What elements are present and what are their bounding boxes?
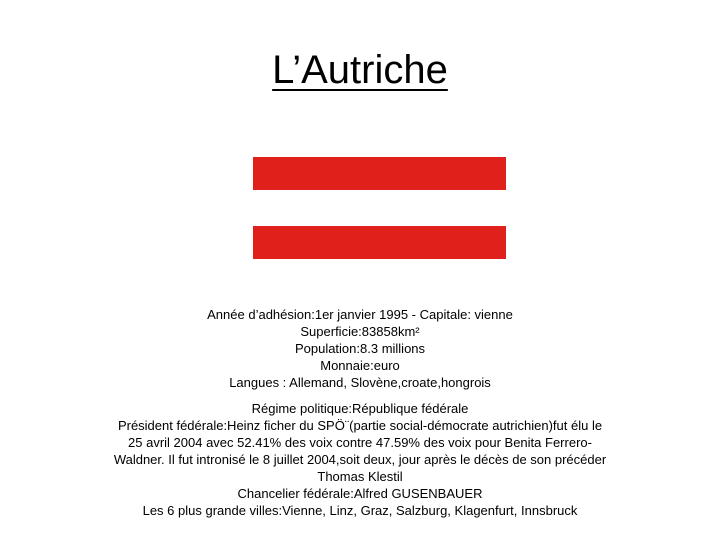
chancellor-line: Chancelier fédérale:Alfred GUSENBAUER xyxy=(237,486,483,501)
flag-stripe-red-bottom xyxy=(253,226,506,259)
president-paragraph: Président fédérale:Heinz ficher du SPÖ¨(partie social-démocrate autrichien)fut élu le 25 avril 2004 avec 52.41% des voix contre 47.59% des voix pour Benita Ferrero-Waldner. Il fut intronisé le 8 juillet 2004,soit deux, jour après le décès de son précéder Thomas Klestil xyxy=(113,418,607,484)
adhesion-capital-line: Année d’adhésion:1er janvier 1995 - Capitale: vienne xyxy=(207,307,513,322)
spacer xyxy=(110,391,610,400)
regime-line: Régime politique:République fédérale xyxy=(251,401,469,416)
country-info xyxy=(110,306,610,519)
flag-stripe-red-top xyxy=(253,157,506,190)
austria-flag xyxy=(253,157,506,259)
area-line: Superficie:83858km² xyxy=(300,324,420,339)
currency-line: Monnaie:euro xyxy=(320,358,400,373)
slide-title: L’Autriche xyxy=(272,48,448,92)
population-line: Population:8.3 millions xyxy=(294,341,426,356)
languages-line: Langues : Allemand, Slovène,croate,hongrois xyxy=(229,375,491,390)
cities-line: Les 6 plus grande villes:Vienne, Linz, Graz, Salzburg, Klagenfurt, Innsbruck xyxy=(142,503,578,518)
flag-stripe-white xyxy=(253,190,506,226)
